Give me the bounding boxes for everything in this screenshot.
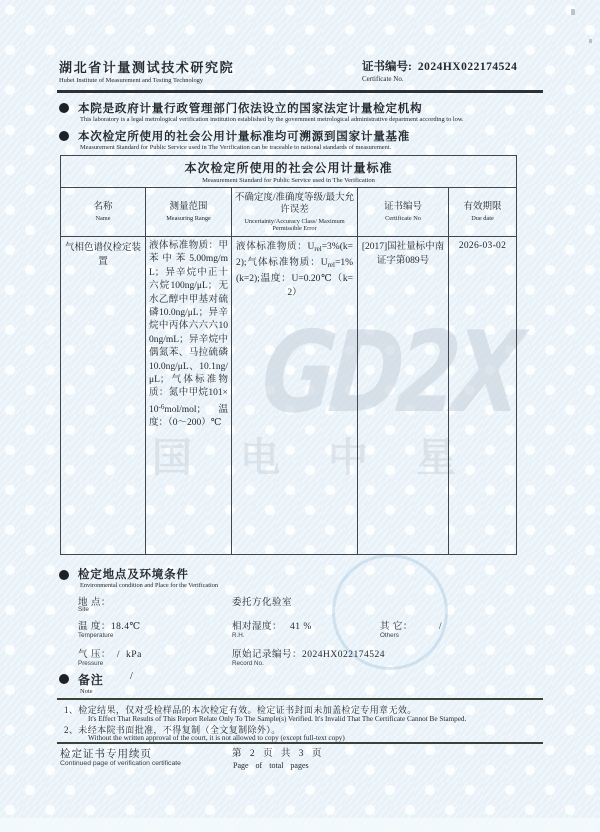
disclaimer-1-cn: 1、检定结果，仅对受检样品的本次检定有效。检定证书封面未加盖检定专用章无效。 [64, 705, 417, 715]
page-number-line-en: Page of total pages [233, 761, 309, 770]
others-value: / [438, 622, 443, 632]
uncertainty-text: =3%(k=2);气体标准物质：U [236, 242, 353, 268]
site-label: 地 点： [78, 598, 111, 608]
environment-section-title-en: Environmental condition and Place for the Verification [80, 582, 219, 589]
humidity-label: 相对湿度： [232, 622, 283, 632]
pressure-label-en: Pressure [78, 660, 104, 667]
scan-artifact [589, 39, 592, 43]
site-value: 委托方化验室 [232, 598, 293, 608]
record-label: 原始记录编号： [232, 650, 303, 660]
standards-table-title-en: Measurement Standard for Public Service used in The Verification [202, 177, 375, 184]
page-number-line-cn: 第 2 页 共 3 页 [232, 749, 324, 759]
notes-divider [57, 698, 543, 700]
institute-header [59, 57, 234, 84]
disclaimer-1-en: It's Effect That Results of This Report Relate Only To The Sample(s) Verified. It's Invalid That The Certificate Cannot Be Stamped. [88, 715, 467, 723]
continued-page-label-cn: 检定证书专用续页 [60, 749, 152, 760]
bullet-icon [59, 103, 69, 113]
continued-page-label-en: Continued page of verification certificate [60, 760, 181, 767]
temperature-label: 温 度： [78, 622, 111, 632]
institute-name-cn: 湖北省计量测试技术研究院 [59, 60, 235, 75]
watermark-logo: GD2X [257, 308, 522, 438]
record-row [232, 646, 385, 660]
statement-traceable-cn: 本次检定所使用的社会公用计量标准均可溯源到国家计量基准 [78, 131, 411, 143]
uncertainty-text: =1%(k=2);温度：U=0.20℃（k=2） [236, 258, 353, 298]
pressure-row [78, 646, 142, 660]
statement-legal-cn: 本院是政府计量行政管理部门依法设立的国家法定计量检定机构 [78, 103, 423, 115]
watermark-brand-text: 国电中星 [152, 435, 504, 481]
pressure-unit: kPa [126, 650, 142, 660]
scan-edge-strip [0, 818, 600, 832]
record-label-en: Record No. [232, 660, 264, 667]
standards-table-title-cn: 本次检定所使用的社会公用计量标准 [184, 161, 393, 175]
scan-artifact [571, 9, 575, 15]
measuring-range-text: 液体标准物质：甲苯中苯5.00mg/mL；异辛烷中正十六烷100ng/μL；无水乙醇中甲基对硫磷10.0ng/μL；异辛烷中丙体六六六100ng/mL；异辛烷中偶氮苯、马拉硫磷10.0ng/μL、10.1ng/μL；气体标准物质：氮中甲烷101×10 [149, 241, 228, 415]
footer-divider [57, 742, 543, 744]
temperature-value: 18.4℃ [110, 622, 141, 632]
temperature-row [78, 618, 141, 632]
bullet-icon [59, 131, 69, 141]
note-label-cn: 备注 [78, 673, 104, 687]
uncertainty-text: 液体标准物质：U [236, 242, 315, 252]
statement-traceable-en: Measurement Standard for Public Service used in The Verification can be traceable to national standards of measurement. [80, 144, 392, 151]
humidity-label-en: R.H. [232, 632, 245, 639]
column-header-certificate-no: 证书编号 Certificate No [358, 188, 449, 236]
others-label-en: Others [380, 632, 399, 639]
column-header-measuring-range: 测量范围 Measuring Range [146, 188, 232, 236]
disclaimer-2-cn: 2、未经本院书面批准，不得复制（全文复制除外）。 [64, 725, 281, 735]
humidity-value: 41 % [290, 622, 312, 632]
pressure-value: / [116, 650, 121, 660]
others-row [380, 618, 442, 632]
header-divider [57, 90, 543, 93]
pressure-label: 气 压： [78, 650, 111, 660]
standards-table-header-row [61, 188, 516, 237]
standards-table [60, 155, 517, 555]
record-value: 2024HX022174524 [302, 650, 385, 660]
bullet-icon [59, 570, 69, 580]
environment-section-title-cn: 检定地点及环境条件 [78, 569, 189, 581]
standards-table-title [61, 156, 516, 188]
others-label: 其 它： [380, 622, 413, 632]
measuring-range-text: mol/mol；温度：（0～200）℃ [149, 404, 228, 429]
note-label-en: Note [80, 688, 93, 695]
certificate-number-label-en: Certificate No. [362, 75, 404, 83]
humidity-row [232, 618, 312, 632]
statement-legal-en: This laboratory is a legal metrological verification institution established by the government metrological administrative department according to low. [80, 116, 464, 123]
certificate-number-value: 2024HX022174524 [417, 61, 518, 73]
disclaimer-2-en: Without the written approval of the court, it is not allowed to copy (except full-text copy) [88, 734, 345, 742]
site-label-en: Site [78, 606, 89, 613]
standards-table-data-row [61, 237, 516, 554]
note-value: / [130, 671, 133, 682]
cell-due-date: 2026-03-02 [458, 241, 507, 251]
subscript-rel: rel [327, 261, 335, 269]
column-header-name: 名称 Name [61, 188, 146, 236]
institute-name-en: Hubei Institute of Measurement and Testing Technology [59, 77, 204, 84]
superscript-exponent: -6 [158, 402, 165, 411]
bullet-icon [59, 674, 69, 684]
certificate-number-label-cn: 证书编号: [362, 61, 412, 73]
temperature-label-en: Temperature [78, 632, 114, 639]
cell-standard-certificate-no: [2017]国社量标中南证字第089号 [358, 237, 449, 554]
cell-device-name: 气相色谱仪检定装置 [61, 237, 146, 554]
certificate-number-block [362, 58, 517, 83]
subscript-rel: rel [314, 245, 322, 253]
cell-measuring-range [146, 237, 232, 554]
column-header-uncertainty: 不确定度/准确度等级/最大允许误差 Uncertainty/Accuracy Class/ Maximum Permissible Error [232, 188, 358, 236]
cell-uncertainty [232, 237, 358, 554]
column-header-due-date: 有效期限 Due date [463, 202, 502, 223]
